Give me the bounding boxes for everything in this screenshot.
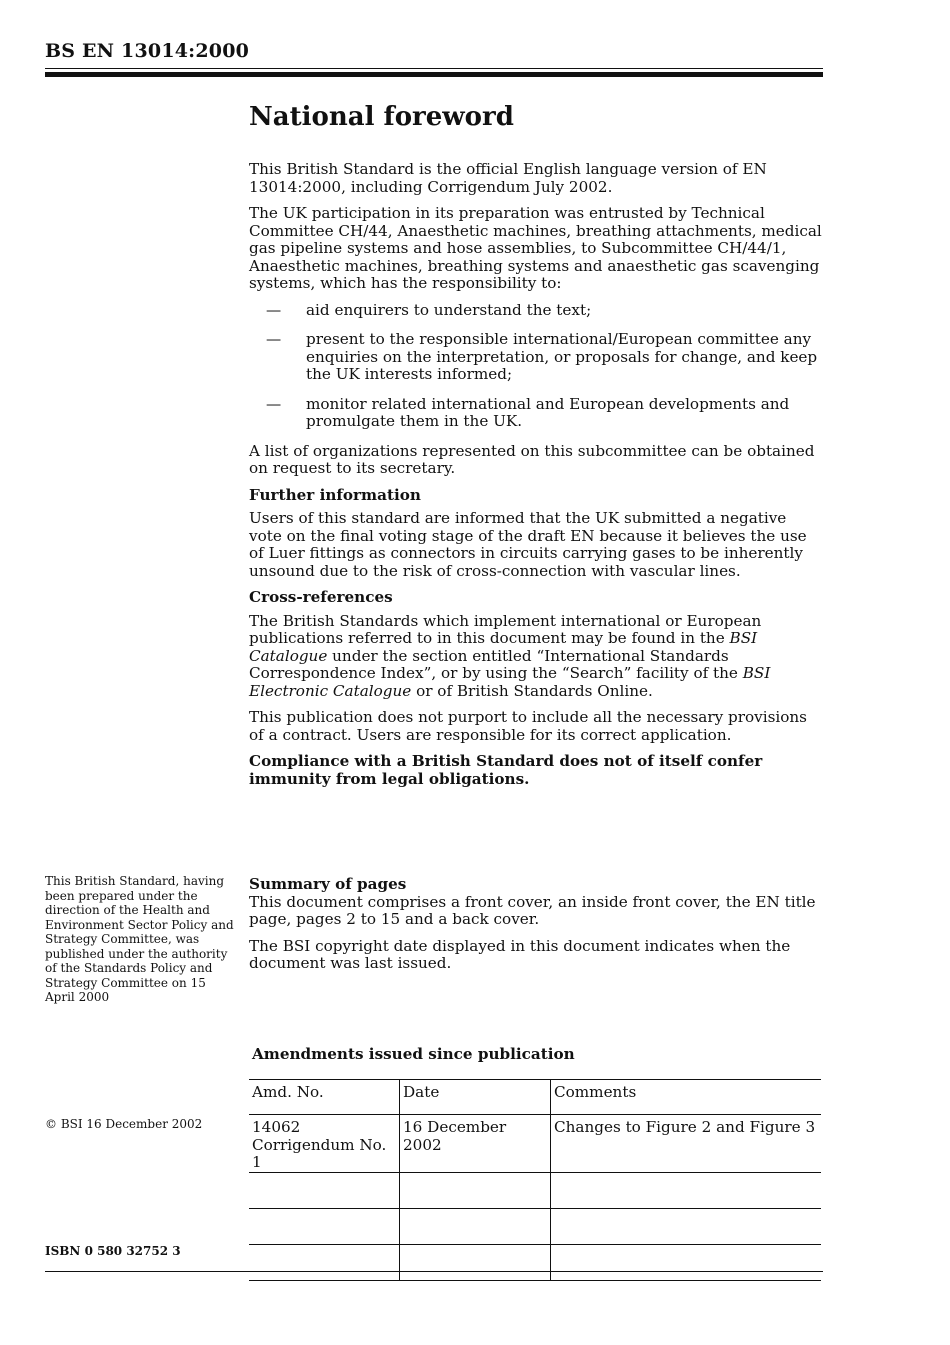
- dash-marker: —: [266, 394, 282, 413]
- amd-no-cell: [249, 1172, 400, 1208]
- dash-marker: —: [266, 300, 282, 319]
- summary-text: This document comprises a front cover, an inside front cover, the EN title page, pages 2 to 15 and a back cover.: [249, 892, 816, 928]
- provisions-paragraph: This publication does not purport to include all the necessary provisions of a contract. Users are responsible for its correct application.: [249, 708, 807, 744]
- isbn: ISBN 0 580 32752 3: [45, 1244, 181, 1258]
- table-row: [249, 1172, 821, 1208]
- copyright-notice: © BSI 16 December 2002: [45, 1117, 203, 1131]
- bsi-catalogue-title: BSI Catalogue: [249, 629, 758, 665]
- crossref-text-b: under the section entitled “International Standards Correspondence Index”, or by using the “Search” facility of the: [249, 646, 743, 682]
- amd-no-cell: [249, 1208, 400, 1244]
- list-item-text: monitor related international and European developments and promulgate them in the UK.: [306, 394, 790, 430]
- comments-cell: [551, 1208, 822, 1244]
- page-title: National foreword: [249, 102, 514, 132]
- date-cell: 16 December 2002: [400, 1115, 551, 1173]
- national-foreword-section: [249, 100, 823, 797]
- table-row: [249, 1115, 821, 1173]
- cross-references-heading: Cross-references: [249, 588, 393, 606]
- compliance-statement: Compliance with a British Standard does not of itself confer immunity from legal obligations.: [249, 752, 763, 788]
- crossref-text-a: The British Standards which implement international or European publications referred to in this document may be found in the: [249, 611, 762, 647]
- amendments-heading: Amendments issued since publication: [252, 1045, 575, 1063]
- list-item: [249, 302, 823, 320]
- list-item-text: present to the responsible international/European committee any enquiries on the interpretation, or proposals for change, and keep the UK interests informed;: [306, 330, 818, 383]
- summary-heading: Summary of pages: [249, 875, 407, 893]
- responsibility-list: [249, 302, 823, 431]
- organizations-paragraph: A list of organizations represented on this subcommittee can be obtained on request to its secretary.: [249, 441, 815, 477]
- bsi-electronic-catalogue-title: BSI Electronic Catalogue: [249, 664, 771, 700]
- list-item: [249, 331, 823, 384]
- header-rule-thin: [45, 68, 823, 69]
- column-header-comments: Comments: [551, 1080, 822, 1115]
- summary-of-pages-section: [249, 876, 823, 982]
- date-cell: [400, 1244, 551, 1280]
- document-code: BS EN 13014:2000: [45, 40, 250, 62]
- table-row: [249, 1208, 821, 1244]
- participation-paragraph: The UK participation in its preparation was entrusted by Technical Committee CH/44, Anaesthetic machines, breathing attachments, medical gas pipeline systems and hose assemblies, to Subcommittee CH/44/1, Anaesthetic machines, breathing systems and anaesthetic gas scavenging systems, which has the responsibility to:: [249, 204, 822, 292]
- cross-references-text: [249, 613, 823, 701]
- column-header-amd-no: Amd. No.: [249, 1080, 400, 1115]
- comments-cell: [551, 1244, 822, 1280]
- comments-cell: Changes to Figure 2 and Figure 3: [551, 1115, 822, 1173]
- date-cell: [400, 1172, 551, 1208]
- amd-no-cell: 14062 Corrigendum No. 1: [249, 1115, 400, 1173]
- list-item: [249, 396, 823, 431]
- column-header-date: Date: [400, 1080, 551, 1115]
- dash-marker: —: [266, 330, 282, 348]
- intro-paragraph: This British Standard is the official English language version of EN 13014:2000, including Corrigendum July 2002.: [249, 160, 767, 196]
- crossref-text-c: or of British Standards Online.: [411, 681, 653, 700]
- table-header-row: [249, 1080, 821, 1115]
- publication-authority-note: This British Standard, having been prepared under the direction of the Health and Environment Sector Policy and Strategy Committee, was published under the authority of the Standards Policy and Strategy Committee on 15 April 2000: [45, 874, 234, 1004]
- comments-cell: [551, 1172, 822, 1208]
- copyright-date-text: The BSI copyright date displayed in this document indicates when the document was last issued.: [249, 936, 791, 972]
- header-rule-thick: [45, 72, 823, 77]
- date-cell: [400, 1208, 551, 1244]
- table-row: [249, 1244, 821, 1280]
- further-information-text: Users of this standard are informed that the UK submitted a negative vote on the final voting stage of the draft EN because it believes the use of Luer fittings as connectors in circuits carrying gases to be inherently unsound due to the risk of cross-connection with vascular lines.: [249, 509, 807, 580]
- further-information-heading: Further information: [249, 485, 421, 504]
- list-item-text: aid enquirers to understand the text;: [306, 300, 592, 319]
- amendments-table: [249, 1079, 821, 1281]
- footer-rule: [45, 1271, 823, 1272]
- amd-no-cell: [249, 1244, 400, 1280]
